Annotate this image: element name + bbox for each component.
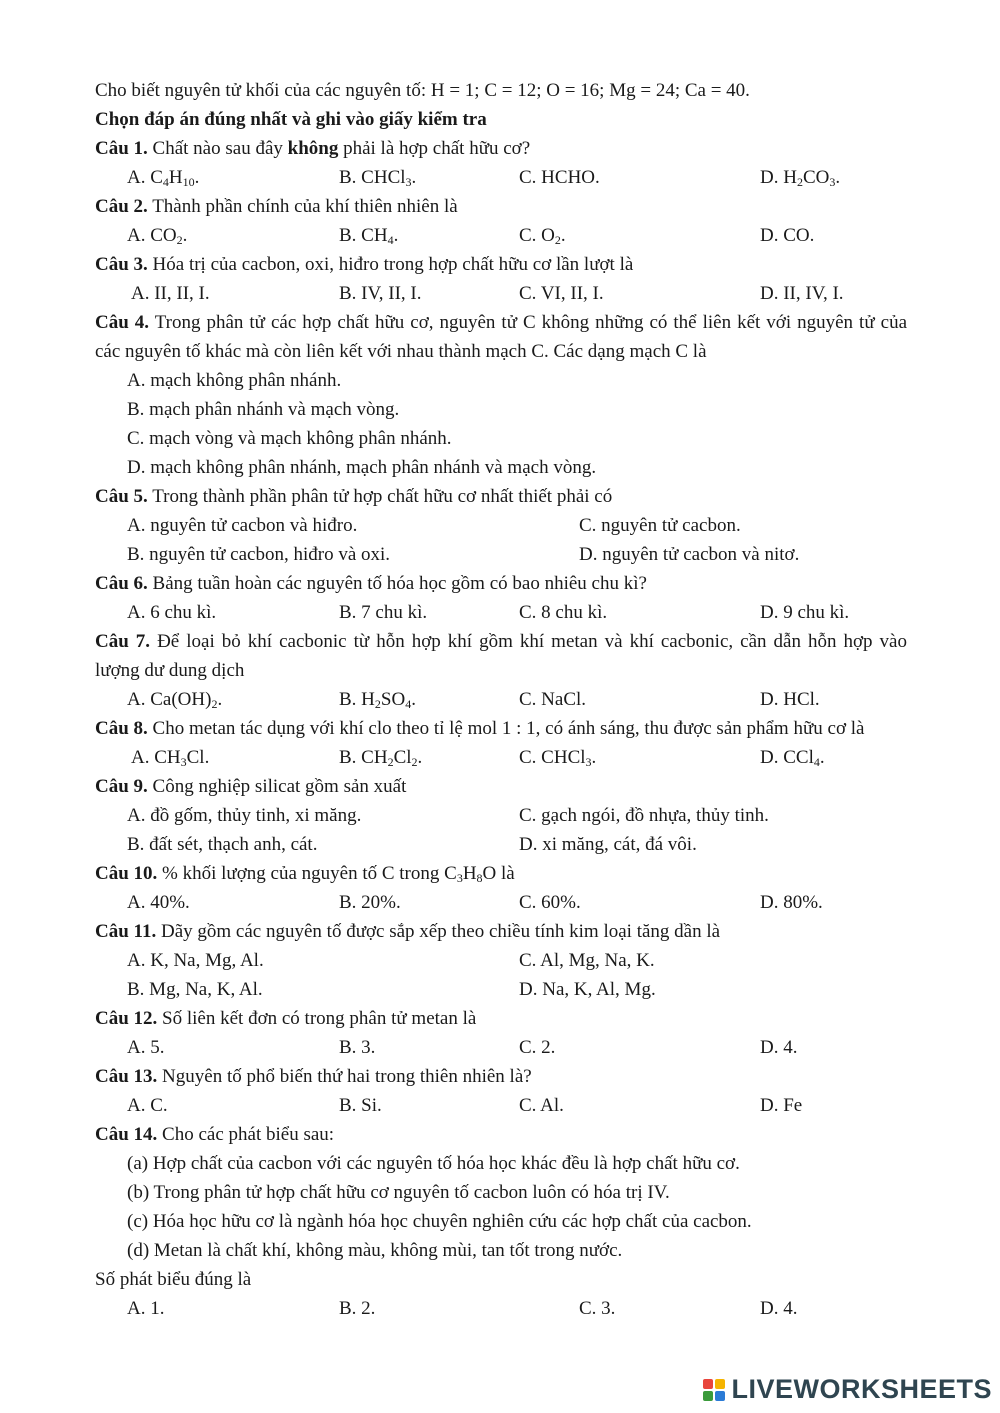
question-label: Câu 1. bbox=[95, 138, 148, 159]
option-a[interactable]: A. K, Na, Mg, Al. bbox=[127, 950, 264, 971]
options-10 bbox=[95, 888, 907, 917]
options-9-row1 bbox=[95, 801, 907, 830]
options-5-row2 bbox=[95, 540, 907, 569]
option-d[interactable]: D. 80%. bbox=[760, 892, 823, 913]
option-b[interactable]: B. $CH_4$. bbox=[339, 225, 399, 247]
option-d[interactable]: D. II, IV, I. bbox=[760, 283, 844, 304]
question-1 bbox=[95, 134, 907, 163]
question-label: Câu 11. bbox=[95, 921, 157, 942]
question-text: % khối lượng của nguyên tố C trong $C_3H_8O$ là bbox=[162, 863, 515, 885]
question-label: Câu 2. bbox=[95, 196, 148, 217]
option-b[interactable]: B. IV, II, I. bbox=[339, 283, 422, 304]
option-a[interactable]: A. $CH_3Cl$. bbox=[131, 747, 210, 769]
option-a[interactable]: A. $CO_2$. bbox=[127, 225, 188, 247]
option-c[interactable]: C. gạch ngói, đồ nhựa, thủy tinh. bbox=[519, 805, 769, 826]
atomic-masses-note: Cho biết nguyên tử khối của các nguyên tố: H = 1; C = 12; O = 16; Mg = 24; Ca = 40. bbox=[95, 80, 750, 101]
option-b[interactable]: B. Si. bbox=[339, 1095, 382, 1116]
option-c[interactable]: C. CHCl$_3$. bbox=[519, 747, 597, 769]
option-d[interactable]: D. CCl$_4$. bbox=[760, 747, 825, 769]
option-d[interactable]: D. 9 chu kì. bbox=[760, 602, 850, 623]
logo-square-3 bbox=[703, 1391, 713, 1401]
question-7 bbox=[95, 627, 907, 685]
statement-a: (a) Hợp chất của cacbon với các nguyên tố hóa học khác đều là hợp chất hữu cơ. bbox=[127, 1153, 740, 1174]
question-label: Câu 3. bbox=[95, 254, 148, 275]
option-b[interactable]: B. đất sét, thạch anh, cát. bbox=[127, 834, 318, 855]
option-b[interactable]: B. 3. bbox=[339, 1037, 376, 1058]
option-a[interactable]: A. mạch không phân nhánh. bbox=[127, 370, 342, 391]
question-4 bbox=[95, 308, 907, 366]
option-c[interactable]: C. 3. bbox=[579, 1298, 616, 1319]
worksheet bbox=[95, 76, 907, 1323]
option-c[interactable]: C. Al. bbox=[519, 1095, 564, 1116]
option-c[interactable]: C. nguyên tử cacbon. bbox=[579, 515, 741, 536]
question-label: Câu 5. bbox=[95, 486, 148, 507]
question-12 bbox=[95, 1004, 907, 1033]
question-text: Trong phân tử các hợp chất hữu cơ, nguyên tử C không những có thể liên kết với nguyên tử của các nguyên tố khác mà còn liên kết với nhau thành mạch C. Các dạng mạch C là bbox=[95, 312, 907, 362]
option-a[interactable]: A. $C_4H_{10}$. bbox=[127, 167, 200, 189]
option-c[interactable]: C. VI, II, I. bbox=[519, 283, 604, 304]
question-emphasis: không bbox=[287, 138, 339, 159]
option-b[interactable]: B. nguyên tử cacbon, hiđro và oxi. bbox=[127, 544, 391, 565]
options-8 bbox=[95, 743, 907, 772]
question-text: Công nghiệp silicat gồm sản xuất bbox=[147, 776, 407, 797]
option-b[interactable]: B. 20%. bbox=[339, 892, 401, 913]
option-d[interactable]: D. Na, K, Al, Mg. bbox=[519, 979, 656, 1000]
question-10 bbox=[95, 859, 907, 888]
option-c[interactable]: C. 8 chu kì. bbox=[519, 602, 608, 623]
question-text: phải là hợp chất hữu cơ? bbox=[338, 138, 531, 159]
option-a[interactable]: A. 5. bbox=[127, 1037, 165, 1058]
options-2 bbox=[95, 221, 907, 250]
options-13 bbox=[95, 1091, 907, 1120]
option-b[interactable]: B. mạch phân nhánh và mạch vòng. bbox=[127, 399, 400, 420]
question-9 bbox=[95, 772, 907, 801]
option-c[interactable]: C. 2. bbox=[519, 1037, 556, 1058]
option-d[interactable]: D. HCl. bbox=[760, 689, 820, 710]
question-3 bbox=[95, 250, 907, 279]
option-d[interactable]: D. xi măng, cát, đá vôi. bbox=[519, 834, 697, 855]
question-label: Câu 10. bbox=[95, 863, 158, 884]
option-c[interactable]: C. mạch vòng và mạch không phân nhánh. bbox=[127, 428, 452, 449]
option-c[interactable]: C. 60%. bbox=[519, 892, 581, 913]
option-b[interactable]: B. 7 chu kì. bbox=[339, 602, 428, 623]
option-a[interactable]: A. 40%. bbox=[127, 892, 190, 913]
question-text: Để loại bỏ khí cacbonic từ hỗn hợp khí gồm khí metan và khí cacbonic, cần dẫn hỗn hợp vào lượng dư dung dịch bbox=[95, 631, 907, 681]
question-11 bbox=[95, 917, 907, 946]
logo-square-4 bbox=[715, 1391, 725, 1401]
option-d[interactable]: D. Fe bbox=[760, 1095, 803, 1116]
option-c[interactable]: C. NaCl. bbox=[519, 689, 587, 710]
instruction: Chọn đáp án đúng nhất và ghi vào giấy kiểm tra bbox=[95, 109, 487, 130]
brand-name: LIVEWORKSHEETS bbox=[731, 1374, 992, 1404]
question-label: Câu 4. bbox=[95, 312, 150, 333]
options-11-row1 bbox=[95, 946, 907, 975]
question-text: Chất nào sau đây bbox=[147, 138, 288, 159]
question-text: Bảng tuần hoàn các nguyên tố hóa học gồm có bao nhiêu chu kì? bbox=[147, 573, 647, 594]
options-14 bbox=[95, 1294, 907, 1323]
liveworksheets-logo-icon bbox=[703, 1379, 725, 1401]
options-11-row2 bbox=[95, 975, 907, 1004]
statement-c: (c) Hóa học hữu cơ là ngành hóa học chuyên nghiên cứu các hợp chất của cacbon. bbox=[127, 1211, 752, 1232]
option-c[interactable]: C. HCHO. bbox=[519, 167, 600, 188]
options-6 bbox=[95, 598, 907, 627]
options-12 bbox=[95, 1033, 907, 1062]
option-a[interactable]: A. 6 chu kì. bbox=[127, 602, 217, 623]
options-3 bbox=[95, 279, 907, 308]
options-9-row2 bbox=[95, 830, 907, 859]
option-c[interactable]: C. $O_2$. bbox=[519, 225, 566, 247]
option-b[interactable]: B. $CH_2Cl_2$. bbox=[339, 747, 423, 769]
option-d[interactable]: D. $H_2CO_3$. bbox=[760, 167, 841, 189]
question-6 bbox=[95, 569, 907, 598]
question-label: Câu 14. bbox=[95, 1124, 158, 1145]
question-2 bbox=[95, 192, 907, 221]
question-text: Cho các phát biểu sau: bbox=[157, 1124, 335, 1145]
question-text: Số liên kết đơn có trong phân tử metan là bbox=[157, 1008, 477, 1029]
question-13 bbox=[95, 1062, 907, 1091]
option-c[interactable]: C. Al, Mg, Na, K. bbox=[519, 950, 655, 971]
option-a[interactable]: A. II, II, I. bbox=[131, 283, 210, 304]
logo-square-2 bbox=[715, 1379, 725, 1389]
option-a[interactable]: A. đồ gốm, thủy tinh, xi măng. bbox=[127, 805, 362, 826]
question-label: Câu 12. bbox=[95, 1008, 158, 1029]
question-label: Câu 9. bbox=[95, 776, 148, 797]
statement-b: (b) Trong phân tử hợp chất hữu cơ nguyên tố cacbon luôn có hóa trị IV. bbox=[127, 1182, 670, 1203]
question-label: Câu 8. bbox=[95, 718, 148, 739]
option-b[interactable]: B. 2. bbox=[339, 1298, 376, 1319]
liveworksheets-brand[interactable] bbox=[703, 1374, 992, 1405]
option-d[interactable]: D. nguyên tử cacbon và nitơ. bbox=[579, 544, 800, 565]
options-5-row1 bbox=[95, 511, 907, 540]
question-text: Dãy gồm các nguyên tố được sắp xếp theo chiều tính kim loại tăng dần là bbox=[156, 921, 721, 942]
option-d[interactable]: D. mạch không phân nhánh, mạch phân nhánh và mạch vòng. bbox=[127, 457, 597, 478]
option-a[interactable]: A. nguyên tử cacbon và hiđro. bbox=[127, 515, 358, 536]
option-a[interactable]: A. 1. bbox=[127, 1298, 165, 1319]
question-text: Trong thành phần phân tử hợp chất hữu cơ nhất thiết phải có bbox=[147, 486, 613, 507]
question-14-prompt: Số phát biểu đúng là bbox=[95, 1269, 252, 1290]
logo-square-1 bbox=[703, 1379, 713, 1389]
question-text: Cho metan tác dụng với khí clo theo tỉ lệ mol 1 : 1, có ánh sáng, thu được sản phẩm hữu cơ là bbox=[147, 718, 865, 739]
question-5 bbox=[95, 482, 907, 511]
question-label: Câu 13. bbox=[95, 1066, 158, 1087]
options-7 bbox=[95, 685, 907, 714]
options-1 bbox=[95, 163, 907, 192]
option-b[interactable]: B. Mg, Na, K, Al. bbox=[127, 979, 263, 1000]
question-text: Nguyên tố phổ biến thứ hai trong thiên nhiên là? bbox=[157, 1066, 532, 1087]
question-label: Câu 7. bbox=[95, 631, 151, 652]
option-b[interactable]: B. CHCl$_3$. bbox=[339, 167, 417, 189]
question-8 bbox=[95, 714, 907, 743]
option-a[interactable]: A. C. bbox=[127, 1095, 168, 1116]
question-14 bbox=[95, 1120, 907, 1149]
question-label: Câu 6. bbox=[95, 573, 148, 594]
option-b[interactable]: B. $H_2SO_4$. bbox=[339, 689, 416, 711]
statement-d: (d) Metan là chất khí, không màu, không mùi, tan tốt trong nước. bbox=[127, 1240, 623, 1261]
option-d[interactable]: D. 4. bbox=[760, 1298, 798, 1319]
question-text: Thành phần chính của khí thiên nhiên là bbox=[147, 196, 458, 217]
question-text: Hóa trị của cacbon, oxi, hiđro trong hợp chất hữu cơ lần lượt là bbox=[147, 254, 634, 275]
option-a[interactable]: A. $Ca(OH)_2$. bbox=[127, 689, 223, 711]
option-d[interactable]: D. CO. bbox=[760, 225, 815, 246]
option-d[interactable]: D. 4. bbox=[760, 1037, 798, 1058]
